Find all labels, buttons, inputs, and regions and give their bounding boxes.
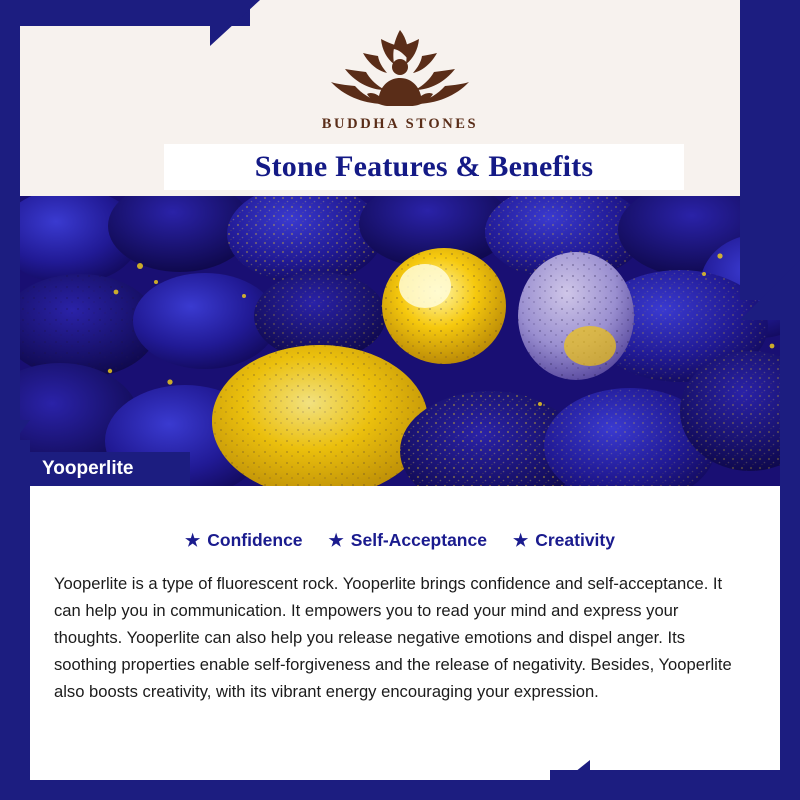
corner-decoration-top-left-diagonal [210, 0, 260, 46]
page-title: Stone Features & Benefits [254, 150, 594, 183]
benefit-label: Creativity [535, 530, 615, 550]
header-panel [20, 0, 780, 196]
lotus-meditation-figure-icon [325, 22, 475, 108]
corner-decoration-top-right [740, 0, 800, 300]
star-icon: ★ [185, 531, 201, 550]
benefit-item [513, 530, 615, 551]
stone-description: Yooperlite is a type of fluorescent rock. Yooperlite brings confidence and self-acceptance. It can help you in communication. It empowers you to read your mind and express your thoughts. Yooperlite can also help you release negative emotions and dispel anger. Its soothing properties enable self-forgiveness and the release of negativity. Besides, Yooperlite also boosts creativity, with its vibrant energy encouraging your expression. [54, 574, 732, 701]
stone-name: Yooperlite [42, 458, 134, 479]
content-panel [20, 486, 780, 780]
benefit-item [185, 530, 303, 551]
corner-decoration-top-right-diagonal [740, 260, 800, 320]
page-title-bar [164, 144, 684, 190]
brand-name: BUDDHA STONES [321, 116, 479, 132]
benefit-label: Self-Acceptance [350, 530, 487, 550]
corner-decoration-bottom-left [0, 440, 30, 800]
star-icon: ★ [328, 531, 344, 550]
stone-name-badge [20, 452, 190, 486]
hero-image [20, 196, 780, 486]
benefit-label: Confidence [207, 530, 303, 550]
benefits-list [48, 486, 752, 551]
corner-decoration-bottom-right-diagonal [540, 760, 590, 800]
benefit-item [329, 530, 487, 551]
star-icon: ★ [512, 531, 529, 550]
